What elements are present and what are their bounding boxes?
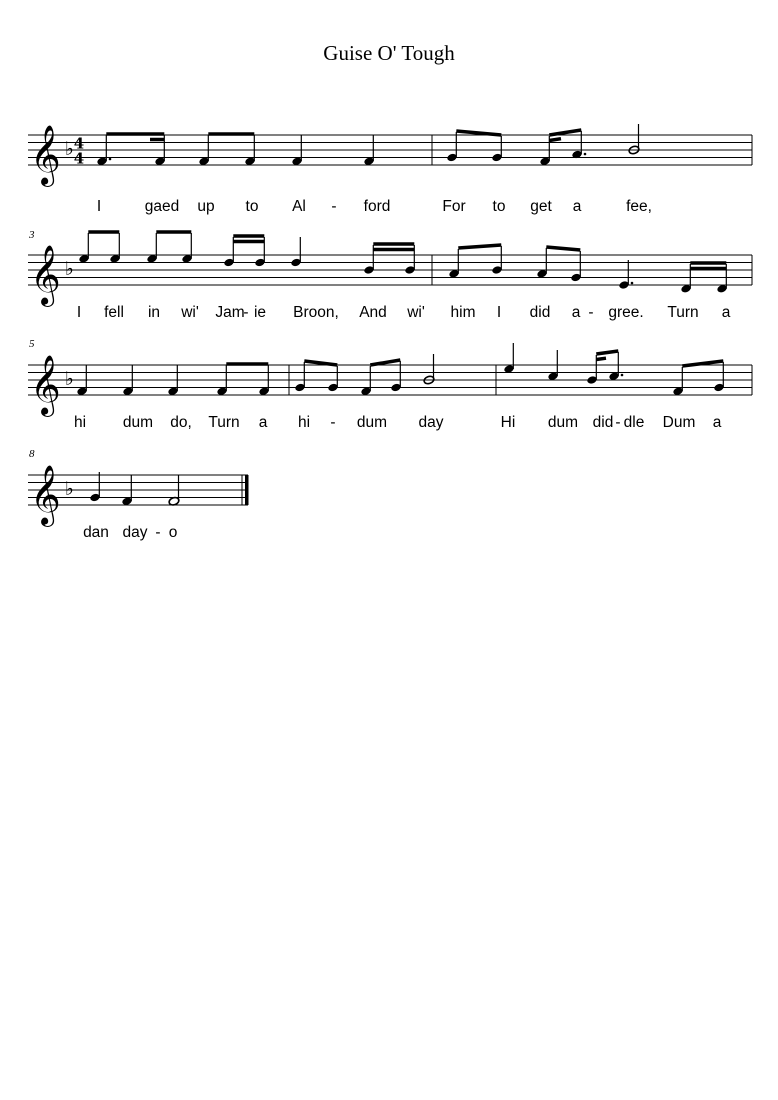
lyric-syllable: dan	[83, 524, 109, 541]
lyric-syllable: a	[571, 304, 581, 321]
system-1	[28, 124, 752, 215]
beam-group	[233, 236, 264, 263]
lyric-syllable: did	[592, 414, 614, 431]
lyric-syllable: day	[418, 414, 444, 431]
lyric-hyphen: -	[588, 304, 594, 321]
lyric-syllable: fee,	[626, 198, 652, 215]
lyric-syllable: dum	[356, 414, 388, 431]
lyric-syllable: I	[96, 198, 102, 215]
system-3	[28, 338, 752, 431]
lyric-syllable: wi'	[181, 304, 199, 321]
measure-7	[503, 343, 724, 396]
lyric-syllable: I	[76, 304, 82, 321]
note	[503, 343, 514, 374]
lyric-syllable: Turn	[208, 414, 240, 431]
lyric-syllable: Turn	[667, 304, 699, 321]
beam-group	[373, 244, 414, 270]
lyric-syllable: dum	[122, 414, 154, 431]
lyric-syllable: to	[492, 198, 506, 215]
lyric-syllable: him	[450, 304, 476, 321]
staff-lines	[28, 475, 248, 505]
measure-number: 3	[29, 229, 35, 241]
note	[167, 365, 178, 396]
lyric-syllable: ford	[363, 198, 391, 215]
lyric-syllable: hi	[73, 414, 87, 431]
lyric-hyphen: -	[330, 414, 336, 431]
lyric-hyphen: -	[615, 414, 621, 431]
lyric-syllable: a	[572, 198, 582, 215]
treble-clef: 𝄞	[30, 125, 61, 185]
key-signature-flat: ♭	[65, 478, 74, 500]
measure-6	[294, 354, 435, 396]
time-signature-beats: 4	[73, 134, 85, 153]
measure-8	[89, 472, 180, 506]
lyric-syllable: do,	[170, 414, 192, 431]
note	[168, 475, 180, 506]
measure-number: 5	[29, 338, 35, 350]
lyric-syllable: And	[359, 304, 387, 321]
score-title: Guise O' Tough	[323, 41, 455, 65]
lyric-syllable: up	[197, 198, 215, 215]
note	[291, 135, 302, 166]
treble-clef: 𝄞	[30, 355, 61, 415]
lyric-syllable: Al	[292, 198, 306, 215]
lyric-syllable: gaed	[144, 198, 180, 215]
lyric-hyphen: -	[155, 524, 161, 541]
lyric-syllable: get	[530, 198, 552, 215]
lyric-syllable: dum	[547, 414, 579, 431]
measure-4	[448, 245, 727, 294]
time-signature-beat-type: 4	[73, 149, 85, 168]
lyric-syllable: ie	[253, 304, 267, 321]
key-signature-flat: ♭	[65, 258, 74, 280]
lyric-syllable: Broon,	[293, 304, 339, 321]
lyric-syllable: I	[496, 304, 502, 321]
treble-clef: 𝄞	[30, 245, 61, 305]
note	[89, 472, 100, 502]
lyrics-line-3	[74, 414, 722, 431]
measure-number: 8	[29, 448, 35, 460]
lyric-hyphen: -	[331, 198, 337, 215]
lyric-syllable: wi'	[407, 304, 425, 321]
staff-lines	[28, 135, 752, 165]
lyrics-line-4	[83, 524, 177, 541]
lyric-syllable: For	[442, 198, 466, 215]
lyric-syllable: day	[122, 524, 148, 541]
system-2	[28, 229, 752, 321]
lyric-syllable: to	[245, 198, 259, 215]
lyric-syllable: in	[147, 304, 161, 321]
lyric-syllable: o	[168, 524, 178, 541]
note	[547, 350, 558, 381]
note	[76, 365, 87, 396]
system-4	[28, 448, 249, 541]
staff-lines	[28, 255, 752, 285]
lyric-syllable: did	[529, 304, 551, 321]
measure-2	[446, 124, 640, 166]
lyric-syllable: a	[721, 304, 731, 321]
note	[121, 475, 132, 506]
lyric-syllable: dle	[623, 414, 645, 431]
key-signature-flat: ♭	[65, 368, 74, 390]
measure-3	[78, 232, 415, 275]
lyric-syllable: hi	[297, 414, 311, 431]
lyric-syllable: a	[258, 414, 268, 431]
treble-clef: 𝄞	[30, 465, 61, 525]
lyrics-line-2	[77, 304, 731, 321]
key-signature-flat: ♭	[65, 138, 74, 160]
lyric-syllable: Jam	[215, 304, 245, 321]
note	[290, 237, 301, 267]
lyrics-line-1	[97, 198, 652, 215]
note	[363, 135, 374, 166]
final-barline-thick	[245, 475, 249, 505]
lyric-syllable: a	[712, 414, 722, 431]
note	[122, 365, 133, 396]
lyric-syllable: Hi	[500, 414, 516, 431]
lyric-syllable: gree.	[608, 304, 644, 321]
lyric-syllable: Dum	[662, 414, 696, 431]
lyric-hyphen: -	[243, 304, 249, 321]
staff-lines	[28, 365, 752, 395]
lyric-syllable: fell	[104, 304, 124, 321]
